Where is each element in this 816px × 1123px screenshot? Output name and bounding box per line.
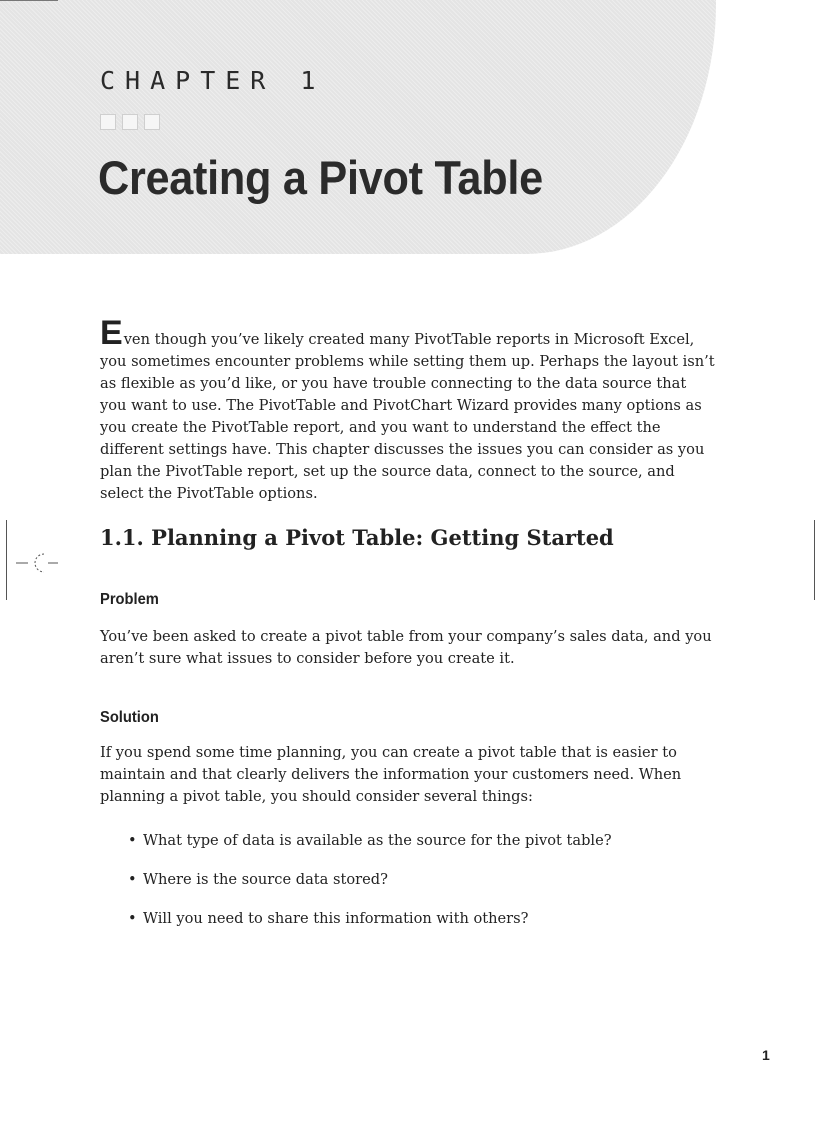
drop-cap: E	[100, 314, 123, 352]
intro-text: ven though you’ve likely created many PivotTable reports in Microsoft Excel, you sometimes encounter problems while setting them up. Perhaps the layout isn’t as flexible as you’d like, or you have trouble connecting to the data source that you want to use. The PivotTable and PivotChart Wizard provides many options as you create the PivotTable report, and you want to understand the effect the different settings have. This chapter discusses the issues you can consider as you plan the PivotTable report, set up the source data, connect to the source, and select the PivotTable options.	[100, 331, 715, 502]
intro-paragraph	[100, 314, 716, 505]
list-item	[128, 830, 716, 852]
solution-paragraph: If you spend some time planning, you can create a pivot table that is easier to maintain and that clearly delivers the information your customers need. When planning a pivot table, you should consider several things:	[100, 744, 682, 805]
section-title: 1.1. Planning a Pivot Table: Getting Started	[100, 525, 614, 550]
ornament-square	[100, 114, 116, 130]
registration-mark-icon	[14, 550, 60, 576]
list-item-text: Will you need to share this information with others?	[143, 910, 529, 927]
page-number: 1	[762, 1047, 770, 1063]
bullet-icon: •	[128, 910, 137, 927]
problem-heading: Problem	[100, 591, 159, 608]
list-item-text: What type of data is available as the source for the pivot table?	[143, 832, 612, 849]
list-item	[128, 869, 716, 891]
list-item	[128, 908, 716, 930]
bullet-icon: •	[128, 832, 137, 849]
ornament-square	[122, 114, 138, 130]
crop-mark	[0, 0, 58, 1]
problem-paragraph: You’ve been asked to create a pivot table from your company’s sales data, and you aren’t sure what issues to consider before you create it.	[100, 628, 712, 667]
chapter-label: CHAPTER 1	[100, 66, 326, 95]
ornament-square	[144, 114, 160, 130]
solution-heading: Solution	[100, 709, 159, 726]
chapter-ornament	[100, 114, 160, 130]
margin-bar-right	[814, 520, 815, 600]
bullet-icon: •	[128, 871, 137, 888]
chapter-title: Creating a Pivot Table	[98, 151, 543, 204]
list-item-text: Where is the source data stored?	[143, 871, 388, 888]
considerations-list	[128, 830, 716, 947]
margin-bar-left	[6, 520, 7, 600]
